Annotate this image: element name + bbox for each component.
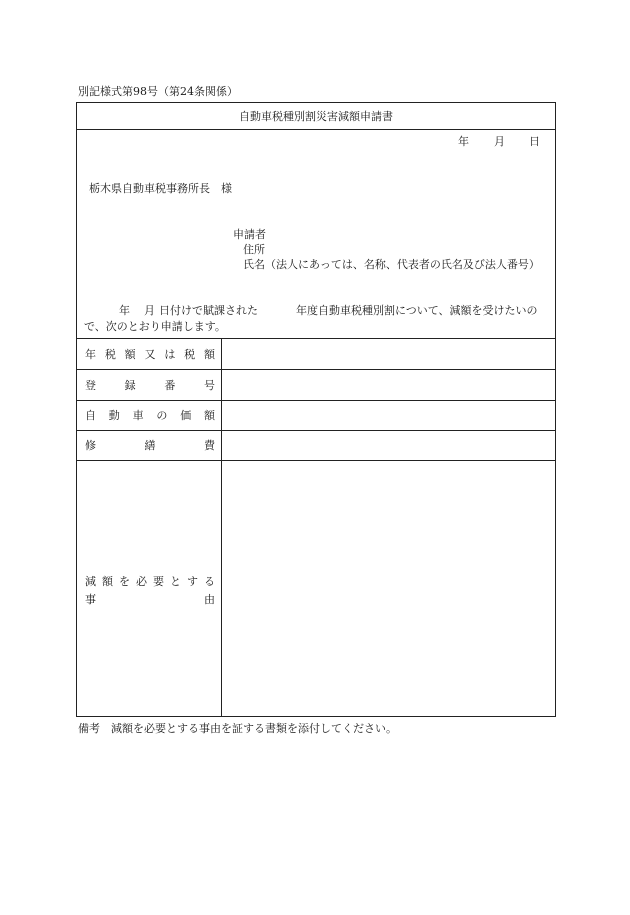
remarks-note: 備考 減額を必要とする事由を証する書類を添付してください。 — [78, 722, 397, 735]
repair-cost-field[interactable] — [222, 431, 555, 460]
statement-year: 年 — [119, 304, 130, 317]
annual-tax-label: 年 税 額 又 は 税 額 — [85, 348, 215, 361]
repair-cost-label: 修 繕 費 — [85, 439, 215, 452]
applicant-heading: 申請者 — [233, 228, 266, 241]
applicant-address-label: 住所 — [243, 243, 265, 256]
registration-number-label: 登 録 番 号 — [85, 379, 215, 392]
annual-tax-field[interactable] — [222, 339, 555, 369]
vehicle-value-label: 自 動 車 の 価 額 — [85, 409, 215, 422]
reduction-reason-label: 減 額 を 必 要 と す る 事 由 — [85, 575, 215, 606]
registration-number-field[interactable] — [222, 370, 555, 400]
form-title: 自動車税種別割災害減額申請書 — [77, 103, 555, 130]
vehicle-value-field[interactable] — [222, 401, 555, 430]
statement-main: 年度自動車税種別割について、減額を受けたいの — [296, 304, 538, 317]
addressee: 栃木県自動車税事務所長 様 — [89, 182, 232, 195]
date-year-label: 年 — [458, 135, 469, 148]
statement-assessed: 日付けで賦課された — [159, 304, 258, 317]
date-month-label: 月 — [494, 135, 505, 148]
application-form — [76, 102, 556, 717]
form-reference: 別記様式第98号（第24条関係） — [78, 85, 238, 98]
statement-line-2: で、次のとおり申請します。 — [84, 320, 226, 333]
statement-month: 月 — [144, 304, 155, 317]
reduction-reason-field[interactable] — [222, 461, 555, 716]
applicant-name-label: 氏名（法人にあっては、名称、代表者の氏名及び法人番号） — [243, 258, 540, 271]
date-day-label: 日 — [529, 135, 540, 148]
